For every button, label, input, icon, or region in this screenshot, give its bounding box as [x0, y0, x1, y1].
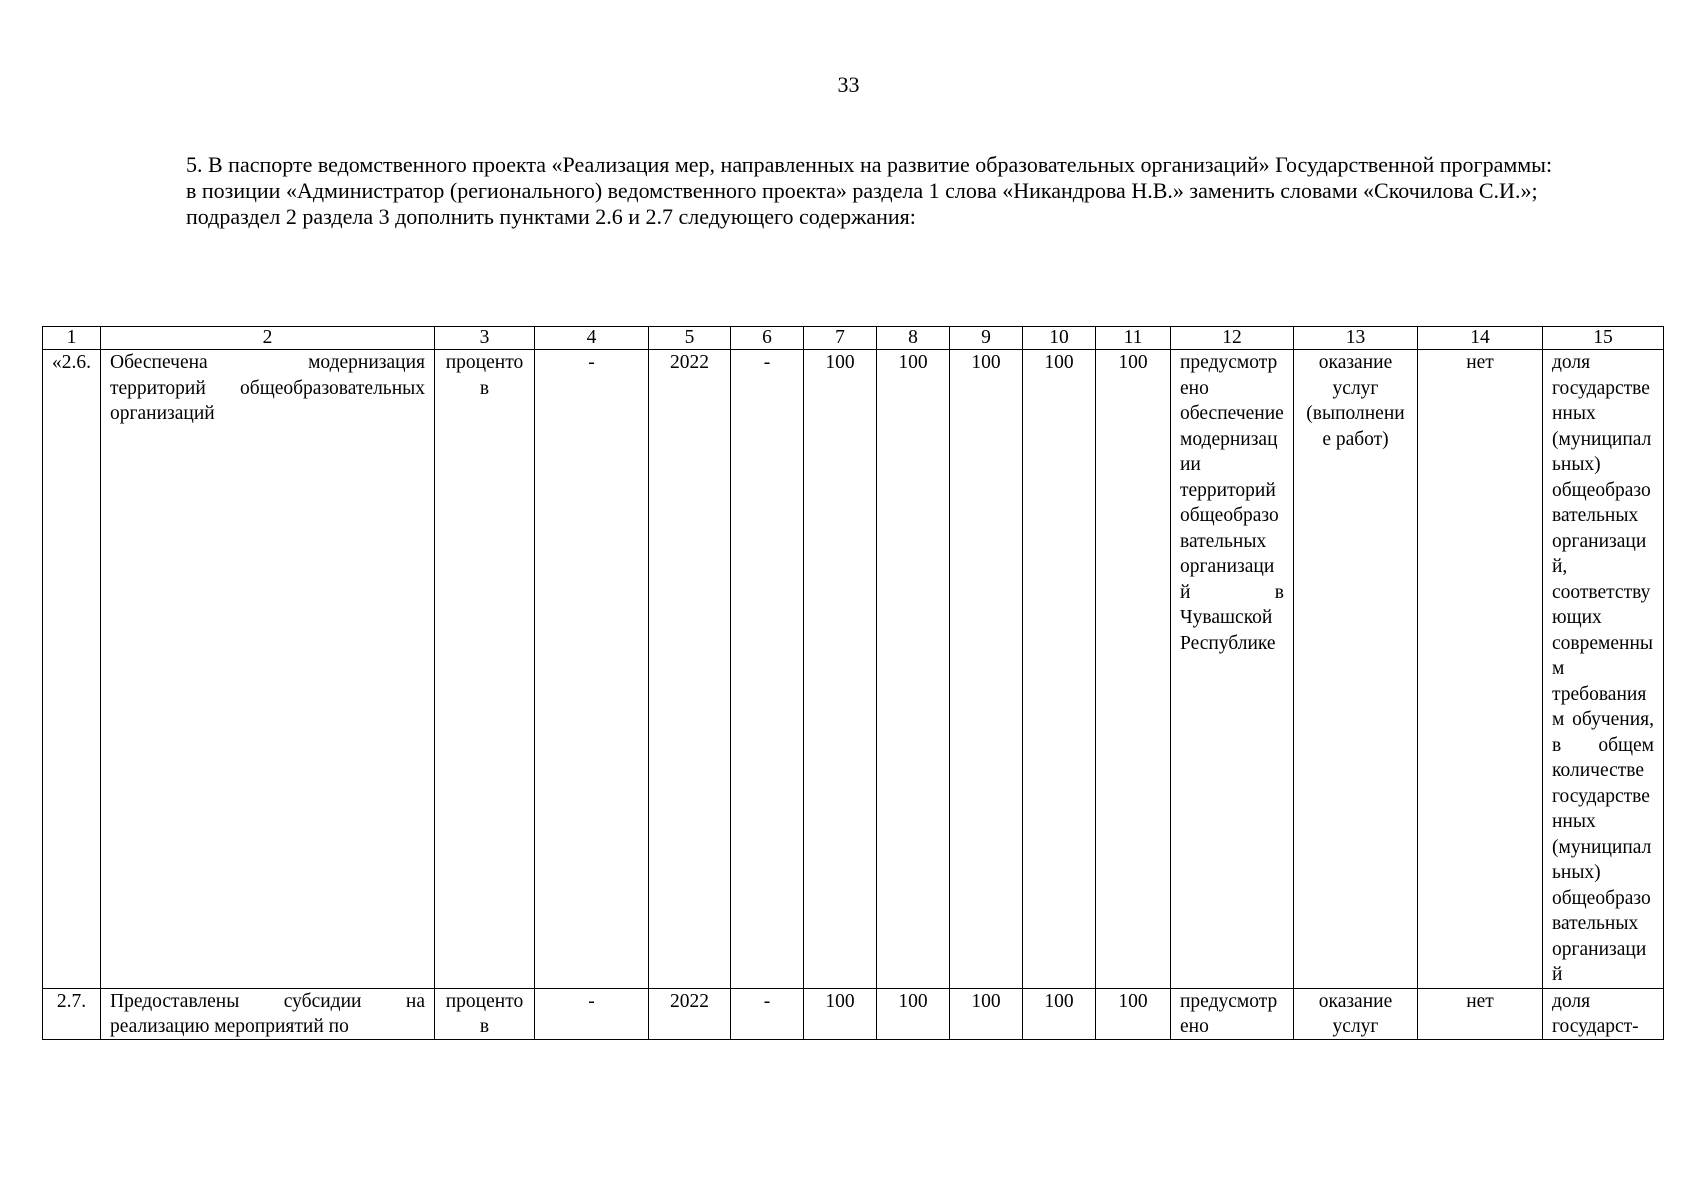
intro-paragraph-3: подраздел 2 раздела 3 дополнить пунктами 2.6 и 2.7 следующего содержания: — [186, 204, 916, 229]
column-number: 1 — [43, 327, 101, 350]
cell-text: 100 — [1044, 990, 1074, 1012]
page-number: 33 — [837, 72, 860, 97]
item-number: «2.6. — [43, 350, 101, 989]
cell-text: - — [588, 990, 595, 1012]
cell-text: 100 — [1118, 990, 1148, 1012]
cell-text: процентов — [445, 990, 524, 1037]
description-cell — [1171, 988, 1294, 1039]
value-cell: 100 — [1023, 350, 1096, 989]
value-cell: 100 — [950, 350, 1023, 989]
cell-text: нет — [1466, 990, 1494, 1012]
value-cell — [1023, 988, 1096, 1039]
column-number: 4 — [535, 327, 649, 350]
unit-cell — [435, 988, 535, 1039]
table-cell: - — [535, 350, 649, 989]
year-cell — [649, 988, 731, 1039]
cell-text: 2022 — [670, 990, 709, 1012]
column-number: 9 — [950, 327, 1023, 350]
cell-text: - — [763, 990, 771, 1012]
value-cell — [1096, 988, 1171, 1039]
column-number: 13 — [1294, 327, 1418, 350]
cell-text: 100 — [898, 990, 928, 1012]
column-number: 10 — [1023, 327, 1096, 350]
project-table — [42, 326, 1664, 1040]
item-title — [101, 988, 435, 1039]
value-cell: 100 — [1096, 350, 1171, 989]
column-number: 15 — [1543, 327, 1664, 350]
intro-text — [120, 152, 1585, 230]
intro-paragraph-1: 5. В паспорте ведомственного проекта «Реализация мер, направленных на развитие образовательных организаций» Государственной программы: — [186, 152, 1553, 177]
table-row — [43, 350, 1664, 989]
indicator-cell — [1543, 988, 1664, 1039]
table-cell — [535, 988, 649, 1039]
type-cell — [1294, 988, 1418, 1039]
column-number: 2 — [101, 327, 435, 350]
value-cell: 100 — [804, 350, 877, 989]
year-cell: 2022 — [649, 350, 731, 989]
cell-text: доля государст- — [1552, 990, 1639, 1037]
table-cell — [731, 988, 804, 1039]
cell-text: 100 — [971, 990, 1001, 1012]
type-cell: оказание услуг (выполнение работ) — [1294, 350, 1418, 989]
table-cell: нет — [1418, 350, 1543, 989]
column-number: 12 — [1171, 327, 1294, 350]
table-cell: - — [731, 350, 804, 989]
indicator-cell: доля государственных (муниципальных) общеобразовательных организаций, соответствующих современным требованиям обучения, в общем количестве государственных (муниципальных) общеобразовательных организаций — [1543, 350, 1664, 989]
table-header-row — [43, 327, 1664, 350]
column-number: 7 — [804, 327, 877, 350]
description-cell: предусмотрено обеспечение модернизации территорий общеобразовательных организаций в Чувашской Республике — [1171, 350, 1294, 989]
table-row — [43, 988, 1664, 1039]
column-number: 6 — [731, 327, 804, 350]
table-cell — [1418, 988, 1543, 1039]
value-cell: 100 — [877, 350, 950, 989]
value-cell — [877, 988, 950, 1039]
cell-text: Предоставлены субсидии на реализацию мероприятий по — [110, 990, 425, 1037]
cell-text: предусмотрено — [1180, 990, 1278, 1037]
column-number: 14 — [1418, 327, 1543, 350]
item-number — [43, 988, 101, 1039]
unit-cell: процентов — [435, 350, 535, 989]
value-cell — [804, 988, 877, 1039]
cell-text: 2.7. — [56, 990, 87, 1012]
column-number: 5 — [649, 327, 731, 350]
item-title: Обеспечена модернизация территорий общеобразовательных организаций — [101, 350, 435, 989]
column-number: 11 — [1096, 327, 1171, 350]
cell-text: оказание услуг — [1318, 990, 1393, 1037]
value-cell — [950, 988, 1023, 1039]
column-number: 3 — [435, 327, 535, 350]
intro-paragraph-2: в позиции «Администратор (регионального) ведомственного проекта» раздела 1 слова «Никандрова Н.В.» заменить словами «Скочилова С.И.»; — [186, 178, 1538, 203]
column-number: 8 — [877, 327, 950, 350]
cell-text: 100 — [825, 990, 855, 1012]
